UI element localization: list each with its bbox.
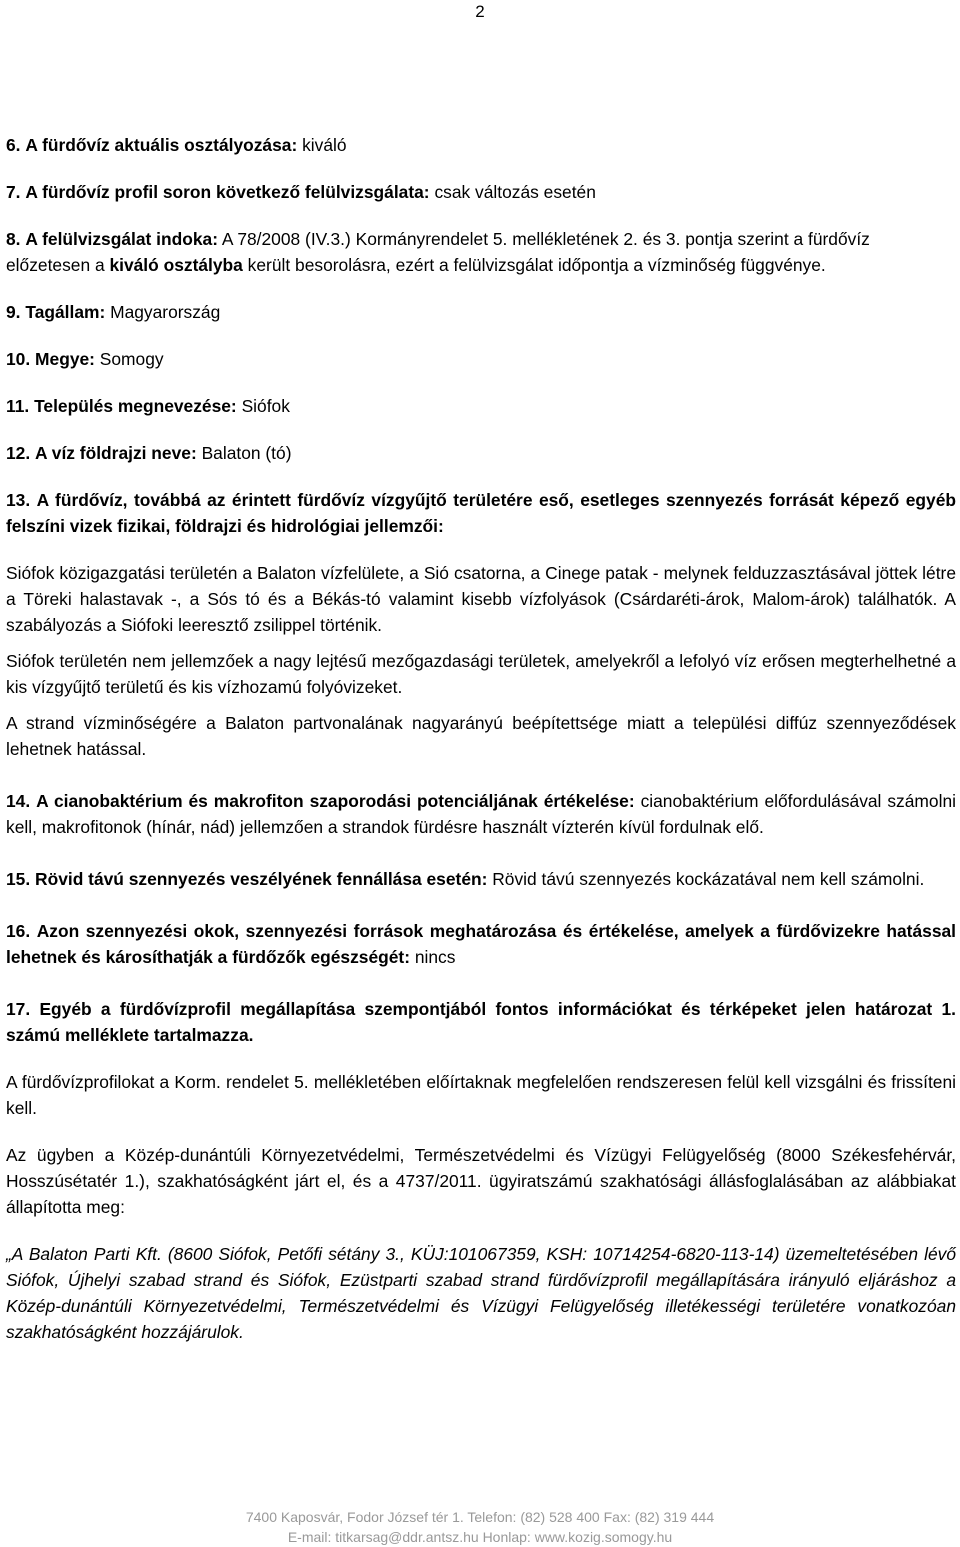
item-14-label: A cianobaktérium és makrofiton szaporodási potenciáljának értékelése: <box>36 791 635 811</box>
footer-contact: E-mail: titkarsag@ddr.antsz.hu Honlap: www.kozig.somogy.hu <box>287 1529 673 1545</box>
item-15-label: Rövid távú szennyezés veszélyének fennállása esetén: <box>35 869 488 889</box>
paragraph-review: A fürdővízprofilokat a Korm. rendelet 5. mellékletében előírtaknak megfelelően rendszeresen felül kell vizsgálni és frissíteni kell. <box>6 1072 956 1118</box>
paragraph-quote: „A Balaton Parti Kft. (8600 Siófok, Petőfi sétány 3., KÜJ:101067359, KSH: 10714254-6820-113-14) üzemeltetésében lévő Siófok, Újhelyi szabad strand és Siófok, Ezüstparti szabad strand fürdővízprofil megállapítására irányuló eljáráshoz a Közép-dunántúli Környezetvédelmi, Természetvédelmi és Vízügyi Felügyelőség illetékességi területére vonatkozóan szakhatóságként hozzájárulok. <box>6 1244 956 1342</box>
item-7-num: 7. <box>6 182 21 202</box>
item-7-value: csak változás esetén <box>429 182 596 202</box>
item-6-label: A fürdővíz aktuális osztályozása: <box>25 135 298 155</box>
item-12-label: A víz földrajzi neve: <box>35 443 197 463</box>
item-15 <box>6 866 956 892</box>
item-16 <box>6 918 956 970</box>
item-7 <box>6 179 956 205</box>
item-10 <box>6 346 956 372</box>
item-6 <box>6 132 956 158</box>
item-17-label: Egyéb a fürdővízprofil megállapítása szempontjából fontos információkat és térképeket jelen határozat 1. számú melléklete tartalmazza. <box>6 999 956 1045</box>
item-6-value: kiváló <box>297 135 347 155</box>
item-12 <box>6 440 956 466</box>
item-8-num: 8. <box>6 229 21 249</box>
item-8-value-bold: kiváló osztályba <box>109 255 243 275</box>
item-17 <box>6 996 956 1048</box>
item-16-num: 16. <box>6 921 31 941</box>
document-body <box>6 132 956 1345</box>
item-14-value: cianobaktérium előfordulásával számolni kell, makrofitonok (hínár, nád) jellemzően a strandok fürdésre használt vízterén kívül fordulnak elő. <box>6 791 956 837</box>
item-9-num: 9. <box>6 302 21 322</box>
item-7-label: A fürdővíz profil soron következő felülvizsgálata: <box>25 182 430 202</box>
item-16-label: Azon szennyezési okok, szennyezési források meghatározása és értékelése, amelyek a fürdővizekre hatással lehetnek és károsíthatják a fürdőzők egészségét: <box>6 921 956 967</box>
item-8 <box>6 226 956 278</box>
item-16-value: nincs <box>410 947 456 967</box>
item-14 <box>6 788 956 840</box>
item-10-label: Megye: <box>35 349 95 369</box>
item-14-num: 14. <box>6 791 31 811</box>
item-11 <box>6 393 956 419</box>
item-8-value-a: A 78/2008 (IV.3.) Kormányrendelet 5. mellékletének 2. és 3. pontja szerint a fürdővíz előzetesen a <box>6 229 870 275</box>
item-8-label: A felülvizsgálat indoka: <box>25 229 218 249</box>
paragraph-agriculture: Siófok területén nem jellemzőek a nagy lejtésű mezőgazdasági területek, amelyekről a lefolyó víz erősen megterhelhetné a kis vízgyűjtő területű és kis vízhozamú folyóvizeket. <box>6 651 956 697</box>
footer <box>0 1507 960 1547</box>
item-9-label: Tagállam: <box>25 302 106 322</box>
item-8-value-b: került besorolásra, ezért a felülvizsgálat időpontja a vízminőség függvénye. <box>242 255 826 275</box>
paragraph-authority: Az ügyben a Közép-dunántúli Környezetvédelmi, Természetvédelmi és Vízügyi Felügyelőség (8000 Székesfehérvár, Hosszúsétatér 1.), szakhatóságként járt el, és a 4737/2011. ügyiratszámú szakhatósági állásfoglalásában az alábbiakat állapította meg: <box>6 1145 956 1217</box>
item-10-num: 10. <box>6 349 31 369</box>
item-9-value: Magyarország <box>105 302 221 322</box>
item-11-label: Település megnevezése: <box>34 396 237 416</box>
item-6-num: 6. <box>6 135 21 155</box>
item-15-value: Rövid távú szennyezés kockázatával nem kell számolni. <box>487 869 925 889</box>
item-11-num: 11. <box>6 396 30 416</box>
footer-address: 7400 Kaposvár, Fodor József tér 1. Telefon: (82) 528 400 Fax: (82) 319 444 <box>245 1509 715 1525</box>
item-12-num: 12. <box>6 443 31 463</box>
item-10-value: Somogy <box>94 349 164 369</box>
item-12-value: Balaton (tó) <box>196 443 292 463</box>
item-17-num: 17. <box>6 999 31 1019</box>
item-15-num: 15. <box>6 869 31 889</box>
item-13 <box>6 487 956 539</box>
paragraph-waters: Siófok közigazgatási területén a Balaton vízfelülete, a Sió csatorna, a Cinege patak - melynek felduzzasztásával jöttek létre a Töreki halastavak -, a Sós tó és a Békás-tó valamint kisebb vízfolyások (Csárdaréti-árok, Malom-árok) találhatók. A szabályozás a Siófoki leeresztő zsilippel történik. <box>6 563 956 635</box>
item-13-label: A fürdővíz, továbbá az érintett fürdővíz vízgyűjtő területére eső, esetleges szennyezés forrását képező egyéb felszíni vizek fizikai, földrajzi és hidrológiai jellemzői: <box>6 490 956 536</box>
item-13-num: 13. <box>6 490 31 510</box>
paragraph-diffuse-pollution: A strand vízminőségére a Balaton partvonalának nagyarányú beépítettsége miatt a települési diffúz szennyeződések lehetnek hatással. <box>6 713 956 759</box>
item-9 <box>6 299 956 325</box>
page-number: 2 <box>475 2 485 21</box>
item-11-value: Siófok <box>236 396 290 416</box>
